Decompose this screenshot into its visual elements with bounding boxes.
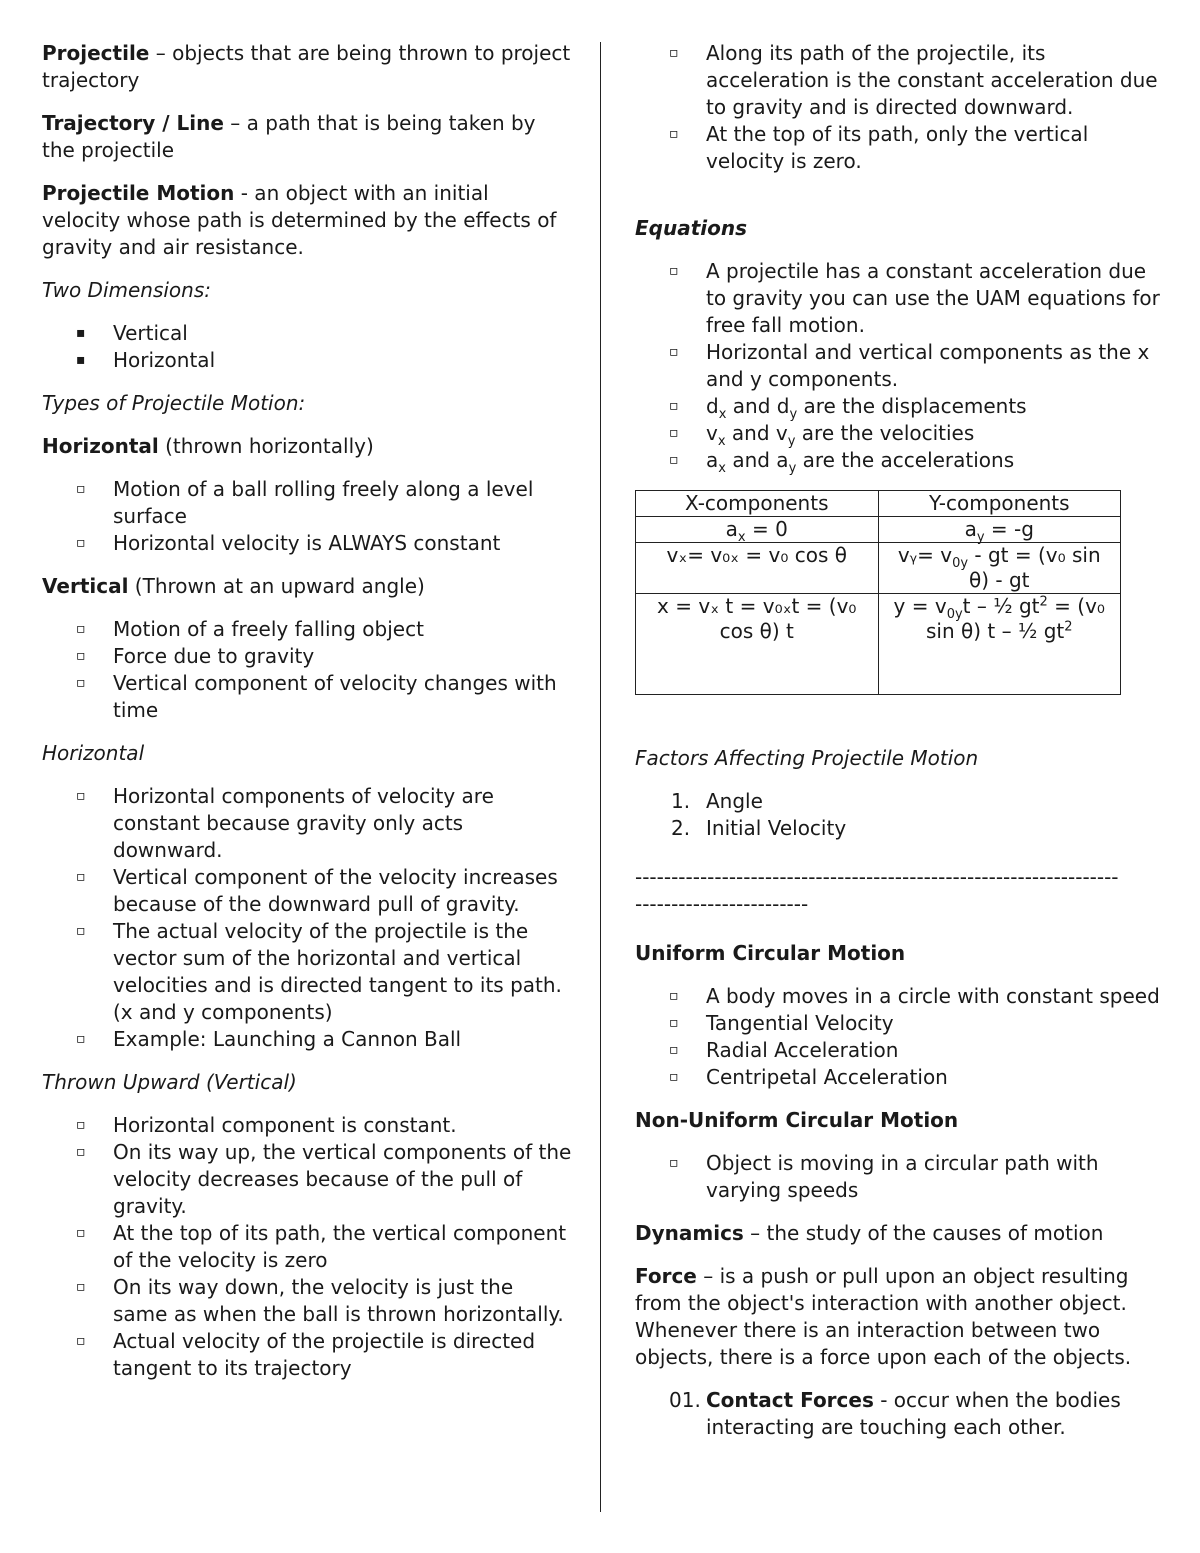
list-item <box>635 121 1165 175</box>
term-vertical: Vertical <box>42 574 129 598</box>
list-number: 01. <box>669 1388 701 1412</box>
subscript: x <box>718 461 726 476</box>
equations-heading: Equations <box>635 216 748 240</box>
list-item <box>42 783 572 864</box>
table-cell <box>878 543 1121 594</box>
list-item-text: Vertical component of velocity changes with time <box>113 671 557 722</box>
list-item <box>42 1112 572 1139</box>
superscript: 2 <box>1064 619 1073 635</box>
list-item <box>42 476 572 530</box>
list-item-text: Object is moving in a circular path with varying speeds <box>706 1151 1099 1202</box>
term-force: Force <box>635 1264 697 1288</box>
list-item-text: Actual velocity of the projectile is directed tangent to its trajectory <box>113 1329 536 1380</box>
hollow-bullet-icon: ▫ <box>76 535 86 551</box>
list-item <box>635 1150 1165 1204</box>
list-item <box>42 1220 572 1274</box>
symbol: d <box>706 394 719 418</box>
equation-text: t – ½ gt <box>962 594 1040 618</box>
table-cell <box>636 517 879 543</box>
hollow-bullet-icon: ▫ <box>669 344 679 360</box>
list-item <box>42 1026 572 1053</box>
list-item-text: Horizontal component is constant. <box>113 1113 457 1137</box>
separator-line-continued: ------------------------ <box>635 892 809 916</box>
table-header-row <box>636 491 1121 517</box>
list-item-text: Force due to gravity <box>113 644 315 668</box>
hollow-bullet-icon: ▫ <box>76 788 86 804</box>
list-item <box>42 347 572 374</box>
list-item <box>635 420 1165 447</box>
list-item <box>42 643 572 670</box>
subscript: y <box>787 434 796 449</box>
list-item-text: A projectile has a constant acceleration due to gravity you can use the UAM equations for free fall motion. <box>706 259 1160 337</box>
list-item <box>42 864 572 918</box>
square-bullet-icon: ▪ <box>76 325 86 341</box>
list-number: 1. <box>671 789 691 813</box>
list-item-text: Vertical <box>113 321 188 345</box>
horizontal-heading <box>42 433 572 460</box>
hollow-bullet-icon: ▫ <box>76 923 86 939</box>
hollow-bullet-icon: ▫ <box>76 1117 86 1133</box>
list-item-text: The actual velocity of the projectile is the vector sum of the horizontal and vertical velocities and is directed tangent to its path. (x and y components) <box>113 919 562 1024</box>
list-item-text: Radial Acceleration <box>706 1038 899 1062</box>
list-item-text: - occur when the bodies interacting are touching each other. <box>706 1388 1121 1439</box>
list-item-text: At the top of its path, the vertical component of the velocity is zero <box>113 1221 567 1272</box>
definition-projectile-motion-text: - an object with an initial velocity whose path is determined by the effects of gravity and air resistance. <box>42 181 557 259</box>
symbol: v <box>706 421 718 445</box>
list-item <box>635 815 1165 842</box>
term-trajectory: Trajectory / Line <box>42 111 224 135</box>
table-row <box>636 594 1121 695</box>
hollow-bullet-icon: ▫ <box>76 1144 86 1160</box>
definition-projectile-motion <box>42 180 572 261</box>
list-item-text: are the velocities <box>795 421 975 445</box>
equation-text: y = v <box>893 594 947 618</box>
hollow-bullet-icon: ▫ <box>669 126 679 142</box>
list-item-text: On its way up, the vertical components of the velocity decreases because of the pull of gravity. <box>113 1140 572 1218</box>
projectile-path-list <box>635 40 1165 175</box>
symbol: a <box>725 517 738 541</box>
factors-list <box>635 788 1165 842</box>
term-projectile: Projectile <box>42 41 150 65</box>
separator-line: ------------------------------------------------------------------- <box>635 865 1119 889</box>
table-header-cell: X-components <box>636 491 879 517</box>
list-item <box>42 616 572 643</box>
list-item-text: Horizontal velocity is ALWAYS constant <box>113 531 501 555</box>
table-cell <box>878 594 1121 695</box>
vertical-heading-text: (Thrown at an upward angle) <box>128 574 425 598</box>
horizontal-heading-text: (thrown horizontally) <box>158 434 374 458</box>
right-column <box>635 40 1165 1457</box>
list-item-text: Horizontal and vertical components as the x and y components. <box>706 340 1150 391</box>
list-item <box>42 1139 572 1220</box>
symbol: and d <box>726 394 790 418</box>
list-item <box>635 258 1165 339</box>
hollow-bullet-icon: ▫ <box>669 452 679 468</box>
ucm-heading: Uniform Circular Motion <box>635 941 906 965</box>
list-item-text: Tangential Velocity <box>706 1011 894 1035</box>
two-dimensions-label: Two Dimensions: <box>42 278 212 302</box>
hollow-bullet-icon: ▫ <box>76 1333 86 1349</box>
hollow-bullet-icon: ▫ <box>669 263 679 279</box>
table-cell: x = vₓ t = v₀ₓt = (v₀ cos θ) t <box>636 594 879 695</box>
definition-trajectory-text: – a path that is being taken by the projectile <box>42 111 536 162</box>
list-item <box>635 339 1165 393</box>
list-item <box>42 1274 572 1328</box>
equation-text: = 0 <box>745 517 788 541</box>
hollow-bullet-icon: ▫ <box>76 1279 86 1295</box>
list-item <box>635 393 1165 420</box>
thrown-upward-list <box>42 1112 572 1382</box>
list-item-text: Centripetal Acceleration <box>706 1065 948 1089</box>
table-cell: vₓ= v₀ₓ = v₀ cos θ <box>636 543 879 594</box>
list-item-text: A body moves in a circle with constant speed <box>706 984 1160 1008</box>
square-bullet-icon: ▪ <box>76 352 86 368</box>
list-item <box>635 1010 1165 1037</box>
list-item-text: Angle <box>706 789 763 813</box>
list-item <box>42 670 572 724</box>
hollow-bullet-icon: ▫ <box>669 1155 679 1171</box>
ucm-list <box>635 983 1165 1091</box>
list-item <box>42 918 572 1026</box>
hollow-bullet-icon: ▫ <box>669 1069 679 1085</box>
hollow-bullet-icon: ▫ <box>669 1042 679 1058</box>
subscript: 0y <box>952 556 969 571</box>
equation-text: - gt = (v₀ sin θ) - gt <box>968 543 1101 592</box>
list-item <box>42 530 572 557</box>
list-item <box>635 788 1165 815</box>
term-contact-forces: Contact Forces <box>706 1388 874 1412</box>
hollow-bullet-icon: ▫ <box>669 425 679 441</box>
hollow-bullet-icon: ▫ <box>669 1015 679 1031</box>
list-item <box>635 1037 1165 1064</box>
hollow-bullet-icon: ▫ <box>76 648 86 664</box>
components-table <box>635 490 1121 695</box>
hollow-bullet-icon: ▫ <box>669 988 679 1004</box>
list-item <box>635 983 1165 1010</box>
factors-heading: Factors Affecting Projectile Motion <box>635 746 979 770</box>
table-header-cell: Y-components <box>878 491 1121 517</box>
table-cell <box>878 517 1121 543</box>
left-column <box>42 40 572 1398</box>
term-horizontal: Horizontal <box>42 434 159 458</box>
superscript: 2 <box>1039 594 1048 610</box>
dimensions-list <box>42 320 572 374</box>
list-item-text: are the accelerations <box>796 448 1015 472</box>
list-item <box>42 1328 572 1382</box>
list-item <box>635 40 1165 121</box>
list-item-text: Horizontal components of velocity are constant because gravity only acts downward. <box>113 784 494 862</box>
symbol: and a <box>725 448 789 472</box>
nucm-list <box>635 1150 1165 1204</box>
horizontal-subheading: Horizontal <box>42 741 145 765</box>
subscript: x <box>718 407 727 422</box>
list-item-text: Along its path of the projectile, its acceleration is the constant acceleration due to gravity and is directed downward. <box>706 41 1158 119</box>
hollow-bullet-icon: ▫ <box>76 621 86 637</box>
symbol: a <box>706 448 719 472</box>
list-item-text: Example: Launching a Cannon Ball <box>113 1027 462 1051</box>
column-divider <box>600 42 601 1512</box>
list-item <box>42 320 572 347</box>
list-item-text: Initial Velocity <box>706 816 847 840</box>
subscript: y <box>976 530 985 545</box>
subscript: y <box>789 407 798 422</box>
hollow-bullet-icon: ▫ <box>76 1031 86 1047</box>
definition-force <box>635 1263 1165 1371</box>
term-projectile-motion: Projectile Motion <box>42 181 235 205</box>
hollow-bullet-icon: ▫ <box>76 869 86 885</box>
equations-list <box>635 258 1165 474</box>
list-item-text: On its way down, the velocity is just the same as when the ball is thrown horizontally. <box>113 1275 564 1326</box>
table-row <box>636 543 1121 594</box>
hollow-bullet-icon: ▫ <box>76 481 86 497</box>
definition-projectile-text: – objects that are being thrown to project trajectory <box>42 41 571 92</box>
subscript: 0y <box>946 607 963 622</box>
equation-text: = (v₀ sin θ) t – ½ gt <box>925 594 1105 643</box>
horizontal-list <box>42 476 572 557</box>
hollow-bullet-icon: ▫ <box>76 1225 86 1241</box>
list-item-text: Motion of a ball rolling freely along a level surface <box>113 477 534 528</box>
equation-text: vᵧ= v <box>897 543 953 567</box>
thrown-upward-subheading: Thrown Upward (Vertical) <box>42 1070 297 1094</box>
list-item-text: Horizontal <box>113 348 216 372</box>
list-item <box>635 1387 1165 1441</box>
list-number: 2. <box>671 816 691 840</box>
subscript: x <box>717 434 726 449</box>
term-dynamics: Dynamics <box>635 1221 744 1245</box>
list-item-text: are the displacements <box>797 394 1027 418</box>
nucm-heading: Non-Uniform Circular Motion <box>635 1108 959 1132</box>
symbol: a <box>964 517 977 541</box>
hollow-bullet-icon: ▫ <box>669 45 679 61</box>
vertical-list <box>42 616 572 724</box>
hollow-bullet-icon: ▫ <box>76 675 86 691</box>
types-label: Types of Projectile Motion: <box>42 391 306 415</box>
subscript: y <box>788 461 797 476</box>
subscript: x <box>737 530 746 545</box>
symbol: and v <box>725 421 788 445</box>
definition-trajectory <box>42 110 572 164</box>
vertical-heading <box>42 573 572 600</box>
definition-force-text: – is a push or pull upon an object resulting from the object's interaction with another object. Whenever there is an interaction between two objects, there is a force upon each of the objects. <box>635 1264 1132 1369</box>
force-types-list <box>635 1387 1165 1441</box>
list-item <box>635 1064 1165 1091</box>
list-item-text: Vertical component of the velocity increases because of the downward pull of gravity. <box>113 865 558 916</box>
list-item <box>635 447 1165 474</box>
table-row <box>636 517 1121 543</box>
list-item-text: Motion of a freely falling object <box>113 617 424 641</box>
horizontal-detail-list <box>42 783 572 1053</box>
equation-text: = -g <box>984 517 1034 541</box>
list-item-text: At the top of its path, only the vertical velocity is zero. <box>706 122 1089 173</box>
definition-projectile <box>42 40 572 94</box>
hollow-bullet-icon: ▫ <box>669 398 679 414</box>
definition-dynamics <box>635 1220 1165 1247</box>
definition-dynamics-text: – the study of the causes of motion <box>743 1221 1104 1245</box>
